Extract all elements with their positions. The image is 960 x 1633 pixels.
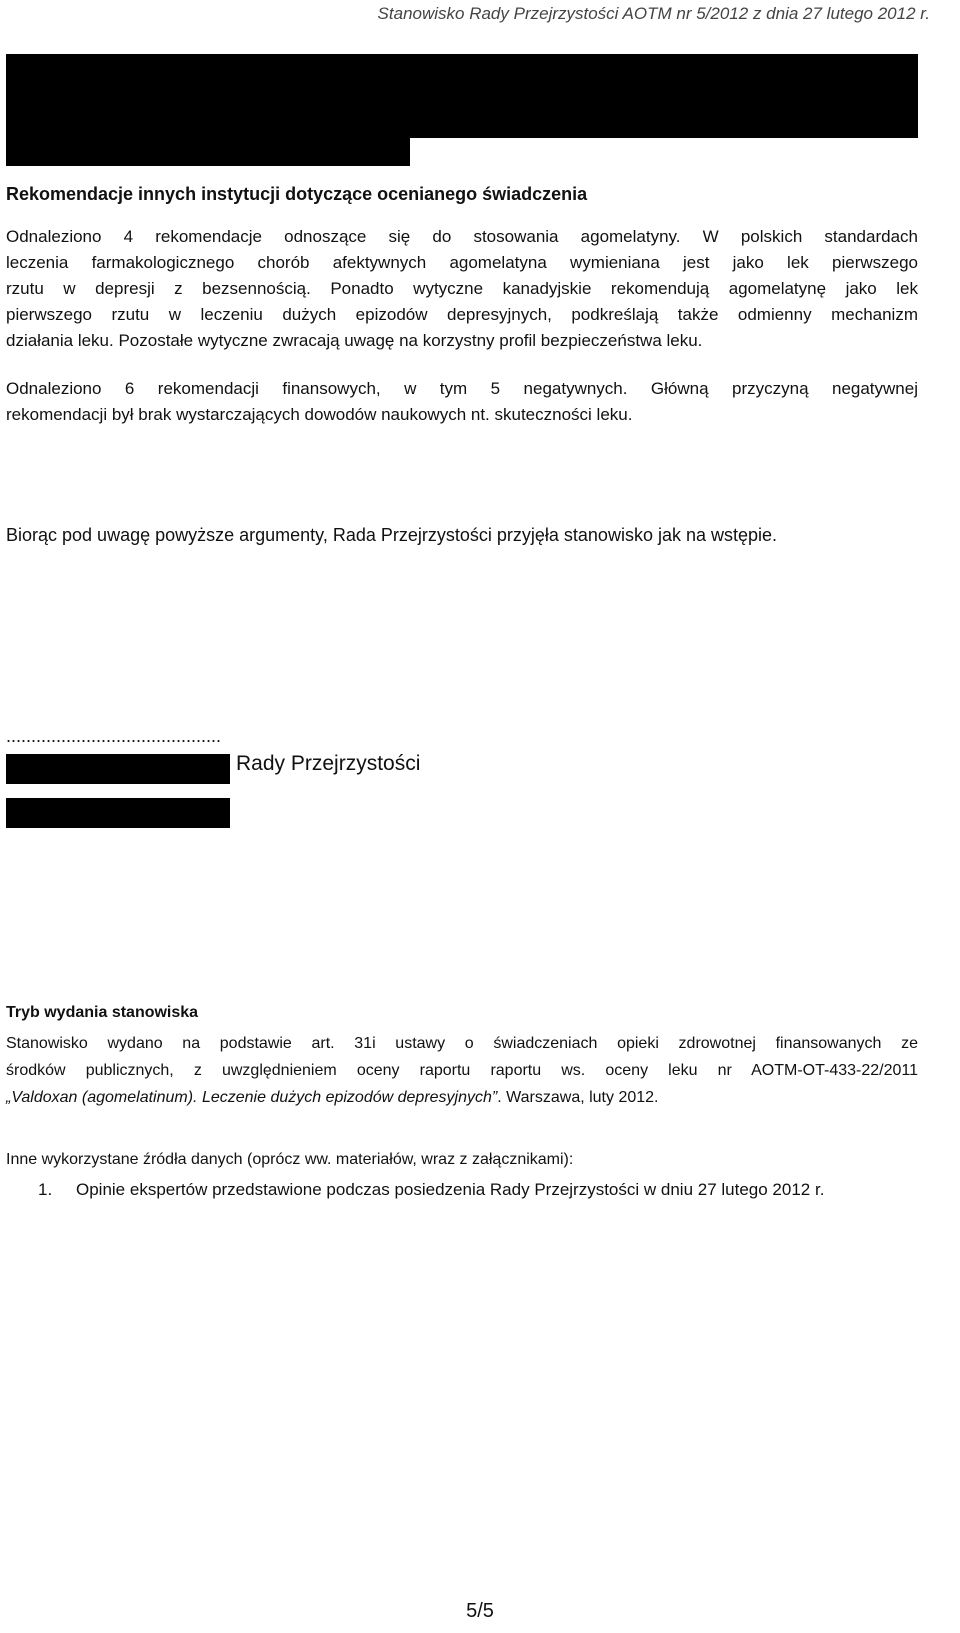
paragraph-line: Odnaleziono 4 rekomendacje odnoszące się do stosowania agomelatyny. W polskich standardach [6, 227, 918, 246]
page-number: 5/5 [466, 1600, 494, 1622]
recommendations-heading: Rekomendacje innych instytucji dotyczące ocenianego świadczenia [6, 184, 588, 204]
paragraph-line [6, 1084, 918, 1111]
signature-title: Rady Przejrzystości [236, 752, 421, 775]
redaction-bar [6, 138, 410, 166]
redaction-bar [6, 754, 230, 784]
redaction-bar [6, 798, 230, 828]
running-header: Stanowisko Rady Przejrzystości AOTM nr 5/2012 z dnia 27 lutego 2012 r. [377, 4, 930, 23]
report-date: . Warszawa, luty 2012. [497, 1089, 659, 1106]
list-item-text: Opinie ekspertów przedstawione podczas posiedzenia Rady Przejrzystości w dniu 27 lutego 2012 r. [76, 1180, 825, 1199]
redaction-bar [6, 82, 918, 110]
list-item-number: 1. [38, 1180, 53, 1199]
paragraph-line: Odnaleziono 6 rekomendacji finansowych, w tym 5 negatywnych. Główną przyczyną negatywnej [6, 379, 918, 398]
redaction-bar [6, 110, 918, 138]
recommendations-paragraph-1 [6, 224, 918, 354]
redaction-bar [6, 54, 918, 82]
mode-paragraph [6, 1030, 918, 1111]
paragraph-line: leczenia farmakologicznego chorób afektywnych agomelatyna wymieniana jest jako lek pierwszego [6, 253, 918, 272]
list-item [38, 1180, 824, 1200]
signature-dots: ........................................... [6, 726, 222, 746]
paragraph-line: rekomendacji był brak wystarczających dowodów naukowych nt. skuteczności leku. [6, 405, 633, 424]
paragraph-line: pierwszego rzutu w leczeniu dużych epizodów depresyjnych, podkreślają także odmienny mechanizm [6, 305, 918, 324]
paragraph-line: rzutu w depresji z bezsennością. Ponadto wytyczne kanadyjskie rekomendują agomelatynę jako lek [6, 279, 918, 298]
conclusion-text: Biorąc pod uwagę powyższe argumenty, Rada Przejrzystości przyjęła stanowisko jak na wstępie. [6, 525, 778, 545]
paragraph-line: środków publicznych, z uwzględnieniem oceny raportu raportu ws. oceny leku nr AOTM-OT-433-22/2011 [6, 1062, 918, 1079]
mode-heading: Tryb wydania stanowiska [6, 1004, 199, 1021]
recommendations-paragraph-2 [6, 376, 918, 428]
paragraph-line: Stanowisko wydano na podstawie art. 31i ustawy o świadczeniach opieki zdrowotnej finansowanych ze [6, 1035, 918, 1052]
paragraph-line: działania leku. Pozostałe wytyczne zwracają uwagę na korzystny profil bezpieczeństwa leku. [6, 331, 703, 350]
report-title: „Valdoxan (agomelatinum). Leczenie dużych epizodów depresyjnych” [6, 1089, 498, 1106]
sources-intro: Inne wykorzystane źródła danych (oprócz ww. materiałów, wraz z załącznikami): [6, 1151, 574, 1168]
